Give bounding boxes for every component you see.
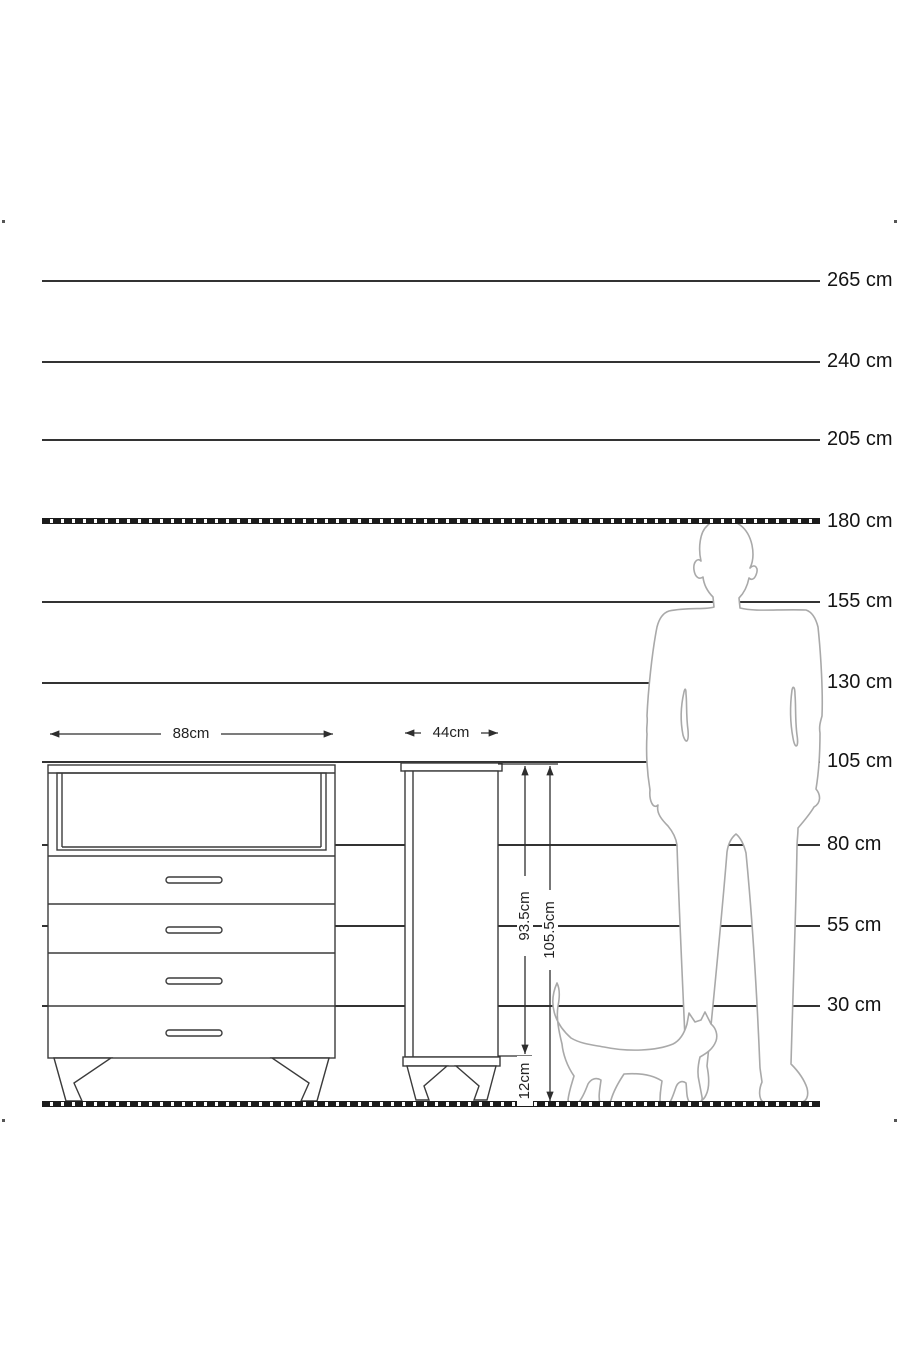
scale-label-30: 30 cm	[827, 994, 882, 1016]
scale-label-55: 55 cm	[827, 914, 882, 936]
scale-label-155: 155 cm	[827, 590, 893, 612]
body-height-label: 93.5cm	[517, 876, 533, 956]
cabinet-width-label: 44cm	[421, 725, 481, 741]
total-height-label: 105.5cm	[542, 890, 558, 970]
scale-label-205: 205 cm	[827, 428, 893, 450]
leg-height-label: 12cm	[517, 1056, 533, 1106]
scale-label-80: 80 cm	[827, 833, 882, 855]
scale-label-240: 240 cm	[827, 350, 893, 372]
dresser-width-label: 88cm	[161, 726, 221, 742]
scale-label-130: 130 cm	[827, 671, 893, 693]
scale-label-265: 265 cm	[827, 269, 893, 291]
scale-label-105: 105 cm	[827, 750, 893, 772]
scale-label-180: 180 cm	[827, 510, 893, 532]
